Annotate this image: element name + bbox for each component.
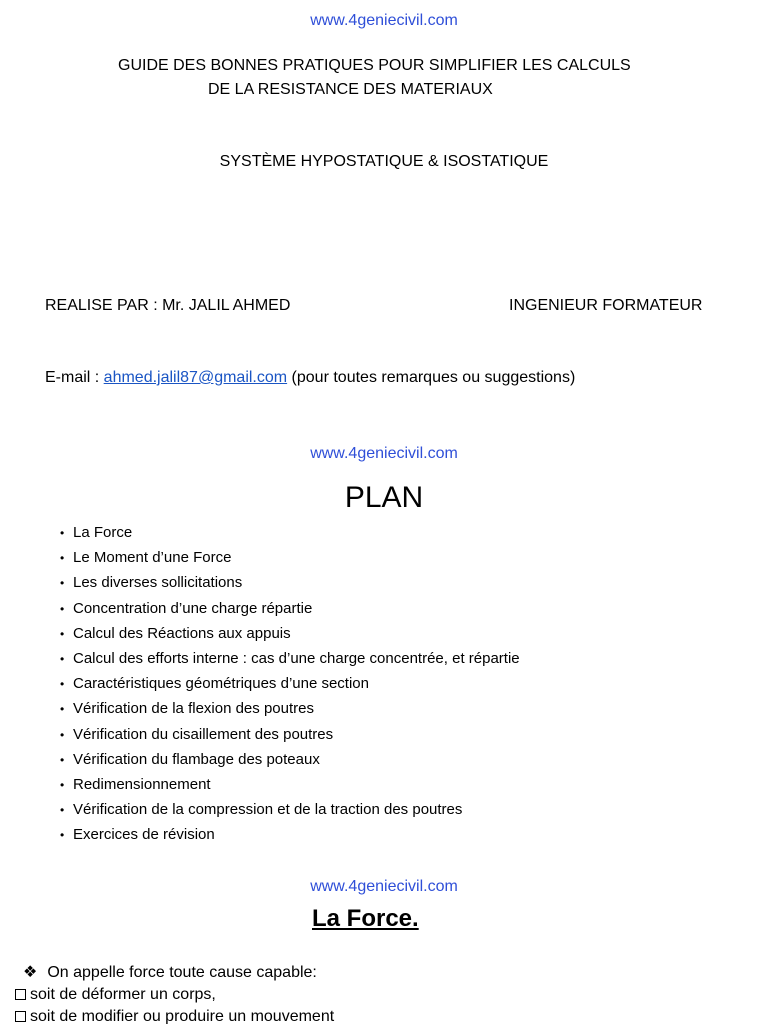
site-link-middle[interactable]: www.4geniecivil.com bbox=[310, 445, 458, 462]
bullet-icon: • bbox=[60, 601, 65, 616]
email-note: (pour toutes remarques ou suggestions) bbox=[287, 369, 576, 386]
plan-list-item bbox=[60, 722, 520, 747]
plan-list-item bbox=[60, 646, 520, 671]
plan-list-item bbox=[60, 596, 520, 621]
document-title-line1: GUIDE DES BONNES PRATIQUES POUR SIMPLIFIER LES CALCULS bbox=[118, 57, 631, 74]
force-intro-text: On appelle force toute cause capable: bbox=[47, 964, 317, 981]
email-label: E-mail : bbox=[45, 369, 104, 386]
bullet-icon: • bbox=[60, 677, 65, 692]
plan-item-label: Concentration d’une charge répartie bbox=[73, 599, 313, 617]
plan-list-item bbox=[60, 696, 520, 721]
plan-list-item bbox=[60, 822, 520, 847]
plan-item-label: Calcul des efforts interne : cas d’une charge concentrée, et répartie bbox=[73, 649, 520, 667]
plan-item-label: Vérification du cisaillement des poutres bbox=[73, 725, 334, 743]
bullet-icon: • bbox=[60, 551, 65, 566]
diamond-bullet-icon: ❖ bbox=[23, 964, 38, 981]
site-link-top[interactable]: www.4geniecivil.com bbox=[310, 12, 458, 29]
plan-list bbox=[60, 520, 520, 847]
force-option-text: soit de déformer un corps, bbox=[30, 986, 216, 1003]
bullet-icon: • bbox=[60, 626, 65, 641]
plan-list-item bbox=[60, 621, 520, 646]
plan-item-label: Caractéristiques géométriques d’une section bbox=[73, 675, 369, 693]
plan-item-label: La Force bbox=[73, 524, 133, 541]
plan-item-label: Vérification de la flexion des poutres bbox=[73, 700, 314, 718]
bullet-icon: • bbox=[60, 526, 65, 540]
document-title-line2: DE LA RESISTANCE DES MATERIAUX bbox=[208, 81, 493, 98]
force-intro-line bbox=[23, 962, 317, 982]
site-link-bottom[interactable]: www.4geniecivil.com bbox=[310, 878, 458, 895]
force-section-title: La Force. bbox=[312, 905, 419, 932]
bullet-icon: • bbox=[60, 727, 65, 742]
bullet-icon: • bbox=[60, 803, 65, 818]
plan-item-label: Vérification du flambage des poteaux bbox=[73, 750, 320, 768]
bullet-icon: • bbox=[60, 752, 65, 767]
force-option-2 bbox=[15, 1008, 334, 1024]
force-option-1 bbox=[15, 986, 216, 1004]
plan-title: PLAN bbox=[344, 481, 424, 514]
plan-list-item bbox=[60, 772, 520, 797]
plan-item-label: Vérification de la compression et de la traction des poutres bbox=[73, 801, 463, 819]
author-role: INGENIEUR FORMATEUR bbox=[509, 297, 703, 314]
force-option-text: soit de modifier ou produire un mouvement bbox=[30, 1008, 335, 1024]
plan-list-item bbox=[60, 671, 520, 696]
plan-item-label: Les diverses sollicitations bbox=[73, 574, 243, 592]
plan-item-label: Redimensionnement bbox=[73, 775, 211, 793]
plan-list-item bbox=[60, 520, 520, 545]
email-link[interactable]: ahmed.jalil87@gmail.com bbox=[103, 369, 288, 386]
plan-item-label: Le Moment d’une Force bbox=[73, 549, 232, 567]
bullet-icon: • bbox=[60, 828, 65, 843]
bullet-icon: • bbox=[60, 651, 65, 666]
plan-list-item bbox=[60, 797, 520, 822]
checkbox-icon bbox=[15, 989, 26, 1000]
email-line bbox=[45, 369, 575, 387]
author-name: REALISE PAR : Mr. JALIL AHMED bbox=[45, 297, 291, 314]
document-subtitle: SYSTÈME HYPOSTATIQUE & ISOSTATIQUE bbox=[219, 153, 549, 170]
plan-item-label: Exercices de révision bbox=[73, 826, 215, 844]
checkbox-icon bbox=[15, 1011, 26, 1022]
bullet-icon: • bbox=[60, 576, 65, 591]
plan-list-item bbox=[60, 570, 520, 595]
plan-list-item bbox=[60, 545, 520, 570]
bullet-icon: • bbox=[60, 702, 65, 717]
plan-list-item bbox=[60, 747, 520, 772]
plan-item-label: Calcul des Réactions aux appuis bbox=[73, 624, 291, 642]
bullet-icon: • bbox=[60, 777, 65, 792]
